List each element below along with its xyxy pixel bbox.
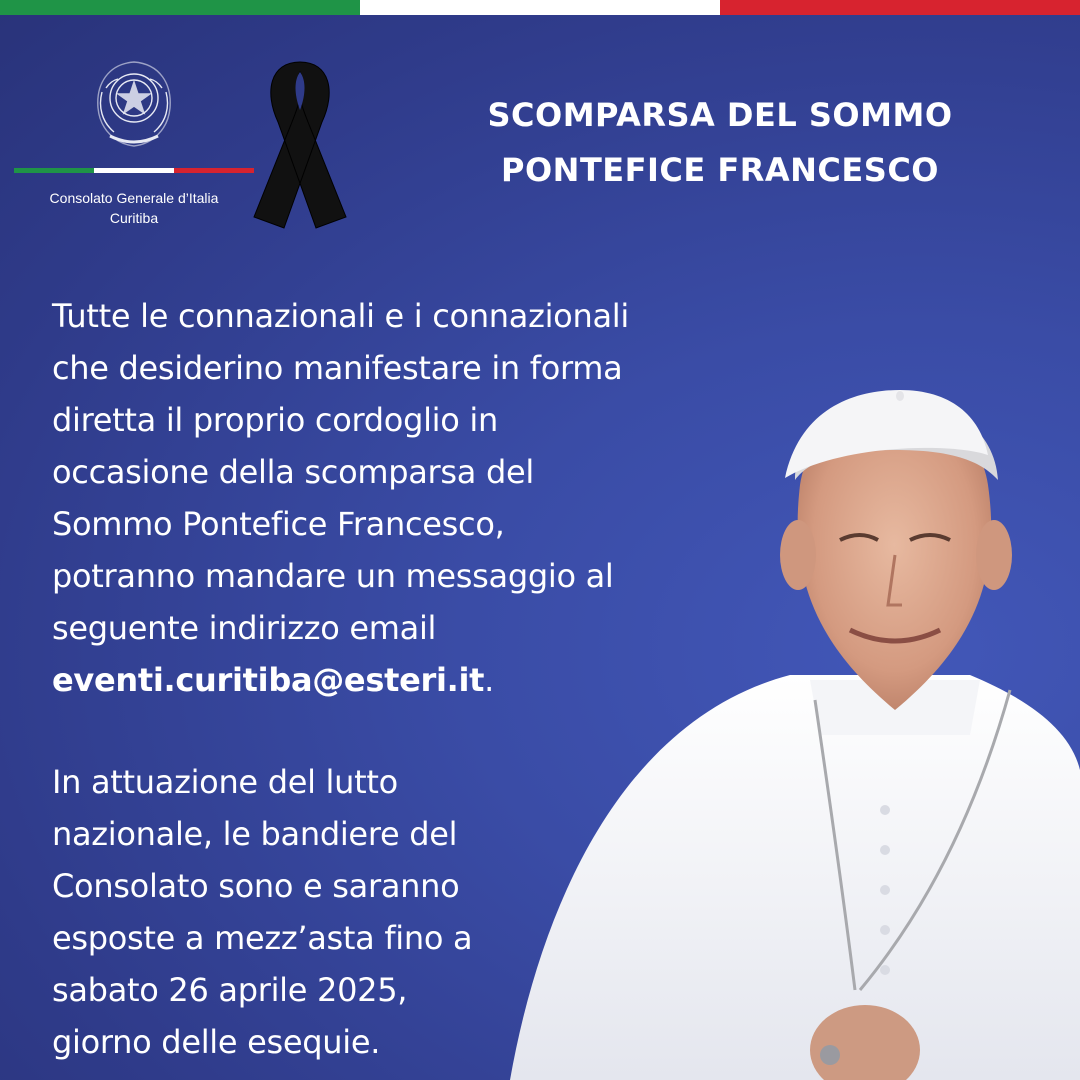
italian-republic-emblem-icon (88, 52, 180, 152)
paragraph1-line: Sommo Pontefice Francesco, (52, 505, 505, 543)
black-mourning-ribbon-icon (250, 52, 350, 237)
email-address[interactable]: eventi.curitiba@esteri.it (52, 661, 485, 699)
consulate-line2: Curitiba (109, 210, 159, 226)
consulate-flag-line (14, 168, 254, 173)
title-line1: SCOMPARSA DEL SOMMO (487, 96, 953, 134)
page-title (440, 88, 1000, 198)
paragraph1-line: occasione della scomparsa del (52, 453, 534, 491)
italian-flag-bar (0, 0, 1080, 15)
flag-green-stripe (0, 0, 360, 15)
paragraph2-line: nazionale, le bandiere del (52, 815, 458, 853)
paragraph2-line: esposte a mezz’asta fino a (52, 919, 473, 957)
title-line2: PONTEFICE FRANCESCO (501, 151, 939, 189)
paragraph1-line: potranno mandare un messaggio al (52, 557, 614, 595)
mourning-paragraph (52, 756, 522, 1068)
email-line (52, 654, 772, 706)
paragraph2-line: Consolato sono e saranno (52, 867, 460, 905)
flag-red-stripe (720, 0, 1080, 15)
paragraph1-line: diretta il proprio cordoglio in (52, 401, 498, 439)
condolence-paragraph (52, 290, 772, 706)
paragraph1-line: seguente indirizzo email (52, 609, 437, 647)
paragraph2-line: sabato 26 aprile 2025, (52, 971, 408, 1009)
email-period: . (484, 661, 495, 699)
paragraph1-line: che desiderino manifestare in forma (52, 349, 623, 387)
consulate-line1: Consolato Generale d’Italia (49, 190, 219, 206)
paragraph2-line: giorno delle esequie. (52, 1023, 381, 1061)
flag-white-stripe (360, 0, 720, 15)
paragraph2-line: In attuazione del lutto (52, 763, 398, 801)
consulate-name (14, 188, 254, 228)
paragraph1-line: Tutte le connazionali e i connazionali (52, 297, 629, 335)
